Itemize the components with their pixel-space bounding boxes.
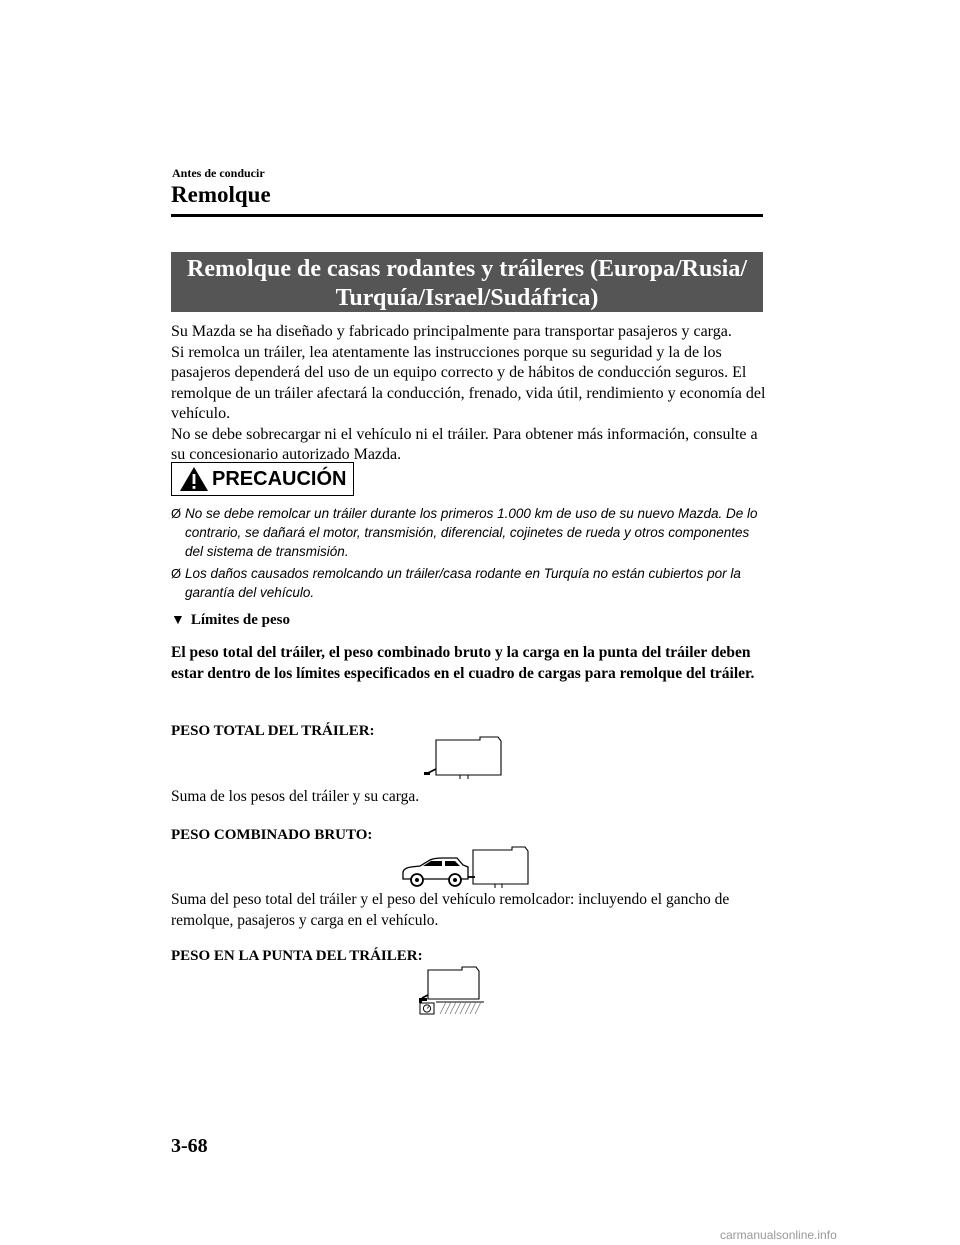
header-rule xyxy=(171,214,763,217)
caution-item xyxy=(171,504,771,561)
weight-intro: El peso total del tráiler, el peso combinado bruto y la carga en la punta del tráiler deben estar dentro de los límites especificados en el cuadro de cargas para remolque del tráiler. xyxy=(171,644,755,682)
term-label: PESO TOTAL DEL TRÁILER: xyxy=(171,723,375,739)
banner-line-1: Remolque de casas rodantes y tráileres (Europa/Rusia/ xyxy=(186,256,747,282)
intro-paragraph: Su Mazda se ha diseñado y fabricado principalmente para transportar pasajeros y carga. xyxy=(171,323,732,340)
bullet-arrow-icon: Ø xyxy=(171,506,182,521)
section-title: Remolque xyxy=(171,182,271,207)
topic-banner xyxy=(171,252,763,312)
banner-line-2: Turquía/Israel/Sudáfrica) xyxy=(335,285,599,311)
car-with-trailer-icon xyxy=(397,843,533,889)
caution-box xyxy=(171,462,354,496)
intro-paragraph: Si remolca un tráiler, lea atentamente las instrucciones porque su seguridad y la de los pasajeros dependerá del uso de un equipo correcto y de hábitos de conducción seguros. El remolque de un tráiler afectará la conducción, frenado, vida útil, rendimiento y economía del vehículo. xyxy=(171,343,766,422)
trailer-tongue-scale-icon xyxy=(414,966,486,1016)
intro-paragraph: No se debe sobrecargar ni el vehículo ni el tráiler. Para obtener más información, consulte a su concesionario autorizado Mazda. xyxy=(171,425,758,463)
term-description: Suma del peso total del tráiler y el peso del vehículo remolcador: incluyendo el gancho de remolque, pasajeros y carga en el vehículo. xyxy=(171,891,730,929)
warning-triangle-icon xyxy=(179,466,209,492)
caution-item-text: No se debe remolcar un tráiler durante los primeros 1.000 km de uso de su nuevo Mazda. De lo contrario, se dañará el motor, transmisión, diferencial, cojinetes de rueda y otros componentes del sistema de transmisión. xyxy=(185,506,758,559)
trailer-icon xyxy=(424,736,508,780)
triangle-down-icon: ▼ xyxy=(171,612,185,628)
term-label: PESO EN LA PUNTA DEL TRÁILER: xyxy=(171,948,423,964)
watermark: carmanualsonline.info xyxy=(720,1228,837,1242)
caution-item xyxy=(171,564,771,602)
weight-heading xyxy=(171,612,290,629)
caution-list xyxy=(171,504,771,605)
intro-text xyxy=(171,322,771,466)
chapter-label: Antes de conducir xyxy=(172,166,265,180)
caution-label: PRECAUCIÓN xyxy=(212,467,347,490)
bullet-arrow-icon: Ø xyxy=(171,566,182,581)
term-description: Suma de los pesos del tráiler y su carga. xyxy=(171,788,420,805)
page-number: 3-68 xyxy=(171,1135,208,1157)
weight-heading-label: Límites de peso xyxy=(190,612,291,628)
term-label: PESO COMBINADO BRUTO: xyxy=(171,827,373,843)
caution-item-text: Los daños causados remolcando un tráiler/casa rodante en Turquía no están cubiertos por la garantía del vehículo. xyxy=(185,566,741,600)
